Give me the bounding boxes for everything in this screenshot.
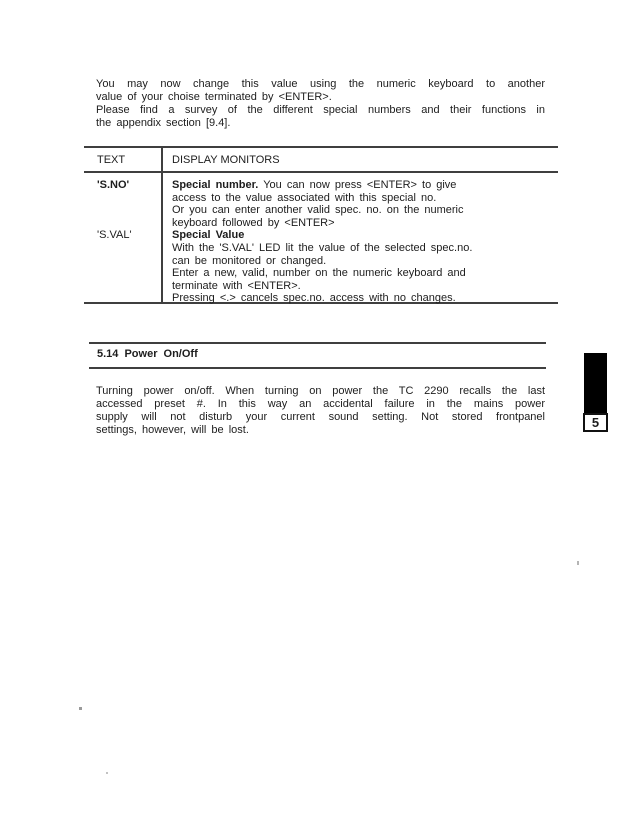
text-line: access to the value associated with this special no. — [172, 191, 437, 204]
row-label-sno: 'S.NO' — [97, 179, 130, 191]
text-line: You may now change this value using the numeric keyboard to another — [96, 78, 545, 90]
text-line — [172, 179, 550, 192]
section-heading-block — [89, 342, 546, 369]
text-line: Turning power on/off. When turning on power the TC 2290 recalls the last — [96, 385, 545, 397]
page-number-box — [583, 413, 608, 432]
section-tab-marker — [584, 353, 607, 414]
table-body-column — [172, 179, 550, 305]
text-line: With the 'S.VAL' LED lit the value of the selected spec.no. — [172, 241, 473, 254]
text-line: the appendix section [9.4]. — [96, 117, 231, 129]
text-line: Please find a survey of the different special numbers and their functions in — [96, 104, 545, 116]
power-paragraph — [96, 385, 545, 437]
display-monitors-table — [84, 146, 558, 304]
text-line: Enter a new, valid, number on the numeric keyboard and — [172, 267, 466, 280]
text-run: You can now press <ENTER> to give — [263, 179, 457, 191]
text-line-bold: Special Value — [172, 229, 245, 242]
text-line: settings, however, will be lost. — [96, 424, 249, 436]
text-line: Or you can enter another valid spec. no. on the numeric — [172, 204, 464, 217]
text-line: accessed preset #. In this way an accidental failure in the mains power — [96, 398, 545, 410]
table-header-rule — [84, 171, 558, 173]
scan-speck — [79, 707, 82, 710]
section-heading: 5.14 Power On/Off — [97, 348, 198, 360]
section-bottom-rule — [89, 367, 546, 369]
row-label-sval: 'S.VAL' — [97, 229, 132, 241]
bold-text: Special number. — [172, 179, 259, 191]
section-top-rule — [89, 342, 546, 344]
text-line: terminate with <ENTER>. — [172, 279, 301, 292]
table-header-text: TEXT — [97, 154, 126, 166]
text-line: keyboard followed by <ENTER> — [172, 216, 335, 229]
scan-speck — [106, 772, 108, 774]
page-number: 5 — [591, 415, 600, 430]
intro-paragraph — [96, 78, 545, 130]
text-line: supply will not disturb your current sound setting. Not stored frontpanel — [96, 411, 545, 423]
text-line: value of your choise terminated by <ENTER>. — [96, 91, 332, 103]
table-column-divider — [161, 146, 163, 303]
scan-speck — [577, 561, 579, 565]
text-line: Pressing <.> cancels spec.no. access with no changes. — [172, 292, 456, 305]
table-header-display-monitors: DISPLAY MONITORS — [172, 154, 280, 166]
text-line: can be monitored or changed. — [172, 254, 327, 267]
table-top-rule — [84, 146, 558, 148]
